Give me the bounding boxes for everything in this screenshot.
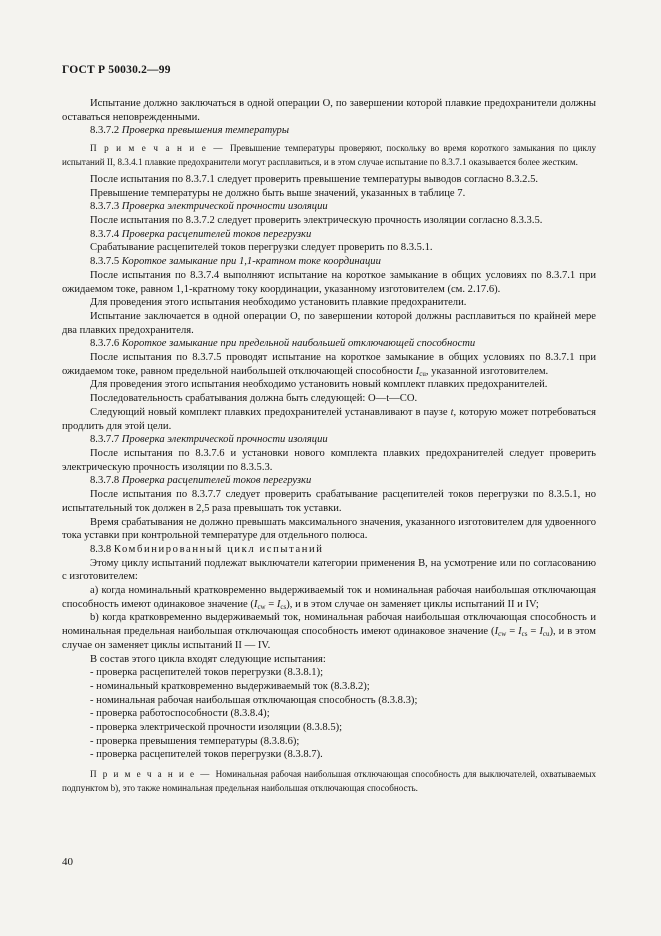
text-run: ), и в этом случае он заменяет циклы испытаний II — IV. — [62, 626, 596, 651]
document-body — [62, 97, 596, 799]
section-heading-8-3-7-2 — [62, 124, 596, 138]
subscript: cw — [257, 602, 266, 611]
paragraph — [62, 406, 596, 433]
text-run: Следующий новый комплект плавких предохранителей устанавливают в паузе — [90, 406, 451, 418]
paragraph: После испытания по 8.3.7.4 выполняют испытание на короткое замыкание в общих условиях по 8.3.7.1 при ожидаемом токе, равном 1,1-кратному току координации, указанному изготовителем (см. 2.17.6). — [62, 269, 596, 295]
section-number: 8.3.7.5 — [90, 256, 122, 268]
text-run: = — [527, 626, 540, 638]
paragraph: Время срабатывания не должно превышать максимального значения, указанного изготовителем для удвоенного тока уставки при контрольной температуре для отдельного полюса. — [62, 516, 596, 542]
section-title: Проверка расцепителей токов перегрузки — [121, 475, 312, 487]
list-item: - проверка работоспособности (8.3.8.4); — [90, 708, 270, 720]
note-text: Номинальная рабочая наибольшая отключающая способность для выключателей, охватываемых подпунктом b), это также номинальная предельная наибольшая отключающая способность. — [62, 769, 596, 793]
section-title: Проверка электрической прочности изоляции — [121, 201, 328, 213]
note — [62, 768, 596, 795]
subscript: cs — [280, 602, 287, 611]
section-number: 8.3.7.2 — [90, 125, 122, 137]
paragraph: Превышение температуры не должно быть выше значений, указанных в таблице 7. — [90, 187, 466, 199]
symbol: I — [415, 365, 420, 377]
paragraph: После испытания по 8.3.7.1 следует проверить превышение температуры выводов согласно 8.3.2.5. — [90, 173, 539, 185]
note-text: Превышение температуры проверяют, поскольку во время короткого замыкания по циклу испытаний II, 8.3.4.1 плавкие предохранители могут расплавиться, и в этом случае испытание по 8.3.7.1 оказывается более жестким. — [62, 143, 597, 167]
section-heading-8-3-7-8 — [62, 474, 596, 488]
paragraph: Последовательность срабатывания должна быть следующей: О—t—СО. — [90, 393, 418, 405]
text-run: = — [506, 626, 519, 638]
list-item: - номинальная рабочая наибольшая отключающая способность (8.3.8.3); — [90, 694, 418, 706]
text-run: = — [265, 598, 277, 610]
section-heading-8-3-7-3 — [62, 200, 596, 214]
symbol: I — [276, 598, 281, 610]
section-title: Проверка электрической прочности изоляции — [121, 434, 328, 446]
symbol: I — [253, 598, 258, 610]
note-lead: П р и м е ч а н и е — — [90, 769, 216, 780]
paragraph — [62, 351, 596, 378]
paragraph — [62, 584, 596, 611]
symbol: I — [518, 626, 522, 638]
list-item: - проверка превышения температуры (8.3.8.6); — [90, 735, 300, 747]
symbol: I — [539, 626, 543, 638]
list-item: - проверка расцепителей токов перегрузки (8.3.8.7). — [90, 749, 323, 761]
paragraph: После испытания по 8.3.7.7 следует проверить срабатывание расцепителей токов перегрузки по 8.3.5.1, но испытательный ток должен в 2,5 раза превышать ток уставки. — [62, 489, 596, 514]
text-run: a) когда номинальный кратковременно выдерживаемый ток и номинальная рабочая наибольшая отключающая способность имеют одинаковое значение ( — [62, 585, 596, 610]
subscript: cu — [542, 630, 550, 639]
page-number: 40 — [62, 856, 73, 868]
section-number: 8.3.8 — [90, 543, 114, 555]
list-item: - проверка электрической прочности изоляции (8.3.8.5); — [90, 722, 343, 734]
section-number: 8.3.7.6 — [90, 338, 122, 350]
paragraph — [62, 611, 596, 652]
section-title: Проверка превышения температуры — [121, 125, 290, 137]
paragraph: После испытания по 8.3.7.6 и установки нового комплекта плавких предохранителей следует проверить электрическую прочность изоляции по 8.3.5.3. — [62, 447, 596, 473]
section-number: 8.3.7.3 — [90, 201, 122, 213]
section-heading-8-3-7-4 — [62, 228, 596, 242]
section-title: Проверка расцепителей токов перегрузки — [121, 228, 312, 240]
paragraph: Для проведения этого испытания необходимо установить новый комплект плавких предохранителей. — [90, 379, 548, 391]
list-item: - проверка расцепителей токов перегрузки (8.3.8.1); — [90, 667, 324, 679]
section-heading-8-3-7-6 — [62, 337, 596, 351]
section-title: Короткое замыкание при предельной наибольшей отключающей способности — [121, 338, 476, 350]
subscript: cw — [498, 630, 507, 639]
text-run: После испытания по 8.3.7.5 проводят испытание на короткое замыкание в общих условиях по 8.3.7.1 при ожидаемом токе, равном предельной наибольшей отключающей способности — [62, 352, 596, 377]
subscript: cu — [419, 369, 426, 378]
note-lead: П р и м е ч а н и е — — [90, 143, 230, 154]
section-heading-8-3-8 — [62, 543, 596, 557]
text-run: , которую может потребоваться продлить для этой цели. — [62, 406, 596, 432]
paragraph: Для проведения этого испытания необходимо установить плавкие предохранители. — [90, 297, 467, 309]
note — [62, 142, 596, 169]
text-run: , указанной изготовителем. — [425, 365, 549, 377]
text-run: ), и в этом случае он заменяет циклы испытаний II и IV; — [286, 598, 539, 610]
paragraph: Испытание должно заключаться в одной операции О, по завершении которой плавкие предохранители должны оставаться неповрежденными. — [62, 98, 596, 123]
section-number: 8.3.7.8 — [90, 475, 122, 487]
document-header: ГОСТ Р 50030.2—99 — [62, 64, 171, 76]
list-item: - номинальный кратковременно выдерживаемый ток (8.3.8.2); — [90, 680, 370, 692]
paragraph: Срабатывание расцепителей токов перегрузки следует проверить по 8.3.5.1. — [90, 242, 433, 254]
section-title: Комбинированный цикл испытаний — [113, 543, 324, 555]
section-heading-8-3-7-7 — [62, 433, 596, 447]
paragraph: Испытание заключается в одной операции О, по завершении которой должны расплавиться по крайней мере два плавких предохранителя. — [62, 310, 596, 336]
section-number: 8.3.7.4 — [90, 228, 122, 240]
paragraph: Этому циклу испытаний подлежат выключатели категории применения В, на усмотрение или по согласованию с изготовителем: — [62, 557, 596, 583]
text-run: b) когда кратковременно выдерживаемый ток, номинальная рабочая наибольшая отключающая способность и номинальная предельная наибольшая отключающая способность имеют одинаковое значение ( — [62, 612, 596, 638]
section-title: Короткое замыкание при 1,1-кратном токе координации — [121, 256, 381, 268]
subscript: cs — [521, 630, 528, 639]
symbol: t — [450, 406, 454, 418]
section-number: 8.3.7.7 — [90, 434, 122, 446]
symbol: I — [494, 626, 499, 638]
section-heading-8-3-7-5 — [62, 255, 596, 269]
paragraph: После испытания по 8.3.7.2 следует проверить электрическую прочность изоляции согласно 8.3.3.5. — [90, 215, 543, 227]
paragraph: В состав этого цикла входят следующие испытания: — [90, 653, 326, 665]
